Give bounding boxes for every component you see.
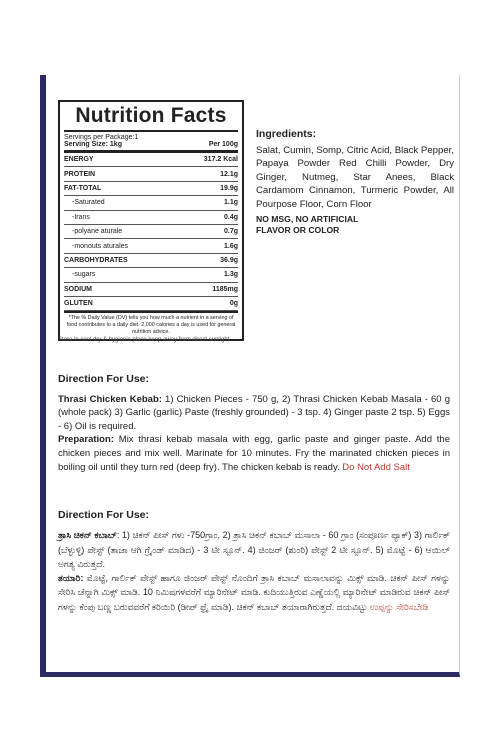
preparation-label: Preparation: (58, 434, 114, 446)
directions-heading: Direction For Use: (58, 373, 150, 385)
nutrient-row (64, 268, 238, 282)
nutrient-label: CARBOHYDRATES (64, 256, 128, 264)
storage-instructions: Store in cool dry & hygienic place keep away from direct sunlight (58, 337, 230, 343)
nutrient-row (64, 196, 238, 210)
nutrient-value: 0g (229, 300, 238, 308)
directions-english (58, 373, 450, 474)
nutrient-value: 19.9g (220, 184, 238, 192)
nutrient-value: 1.3g (223, 271, 238, 279)
nutrient-label: FAT-TOTAL (64, 184, 102, 192)
nutrient-rows (64, 153, 238, 311)
directions-kannada (58, 508, 450, 614)
steps-text-kn: : 1) ಚಿಕನ್ ಪೀಸ್ ಗಳು -750ಗ್ರಾಂ, 2) ತ್ರಾಸಿ ಚಿಕನ್ ಕಬಾಬ್ ಮಸಾಲಾ - 60 ಗ್ರಾಂ (ಸಂಪೂರ್ಣ ಪ್ಯಾಕ್) 3) ಗಾರ್ಲಿಕ್ (ಬೆಳ್ಳುಳ್ಳಿ) ಪೇಸ್ಟ್ (ತಾಜಾ ಆಗಿ ಗ್ರೈಂಡ್ ಮಾಡಿದ) - 3 ಟೀ ಸ್ಪೂನ್. 4) ಜಿಂಜರ್ (ಶುಂಠಿ) ಪೇಸ್ಟ್ 2 ಟೀ ಸ್ಪೂನ್. 5) ಮೊಟ್ಟೆ - 6) ಆಯಿಲ್ ಅಗತ್ಯ ವಿರುತ್ತದೆ. (58, 530, 450, 569)
steps-text: 1) Chicken Pieces - 750 g, 2) Thrasi Chicken Kebab Masala - 60 g (whole pack) 3) Garlic (garlic) Paste (freshly grounded) - 3 tsp. 4) Ginger paste 2 tsp. 5) Eggs - 6) Oil is required. (58, 393, 450, 432)
preparation-text: Mix thrasi kebab masala with egg, garlic paste and ginger paste. Add the chicken pieces and mix well. Marinate for 10 minutes. Fry the marinated chicken pieces in boiling oil until they turn red (deep fry). The chicken kebab is ready. (58, 434, 450, 473)
nutrition-title: Nutrition Facts (75, 104, 227, 127)
nutrient-value: 0.4g (223, 213, 238, 221)
nutrient-value: 1185mg (212, 285, 238, 293)
nutrient-value: 317.2 Kcal (203, 156, 238, 164)
product-name-kn: ತ್ರಾಸಿ ಚಿಕನ್ ಕಬಾಬ್ (58, 530, 117, 541)
nutrient-row (64, 211, 238, 225)
preparation (58, 433, 450, 474)
nutrient-row (64, 283, 238, 297)
product-name: Thrasi Chicken Kebab: (58, 393, 162, 405)
directions-heading-kn: Direction For Use: (58, 509, 150, 521)
nutrient-value: 36.9g (220, 256, 238, 264)
nutrient-label: SODIUM (64, 285, 92, 293)
nutrient-row (64, 225, 238, 239)
daily-value-footnote: *The % Daily Value (DV) tells you how much a nutrient in a serving of food contributes to a daily diet. 2,000 calories a day is used for general nutrition advice. (64, 311, 238, 336)
ingredients-text: Salat, Cumin, Somp, Citric Acid, Black Pepper, Papaya Powder Red Chilli Powder, Dry Ginger, Nutmeg, Star Anees, Black Cardamom Cinnamon, Turmeric Powder, All Pourpose Floor, Corn Floor (256, 144, 454, 210)
nutrient-label: -sugars (72, 271, 96, 279)
servings-per-package: Servings per Package:1 (64, 130, 238, 141)
no-salt-note-kn: ಉಪ್ಪನ್ನು ಸೇರಿಸಬೇಡಿ (369, 601, 429, 612)
nutrient-row (64, 167, 238, 181)
nutrition-facts-panel (58, 100, 244, 341)
per-100g-label: Per 100g (208, 141, 238, 148)
serving-size-label: Serving Size: 1kg (64, 141, 122, 148)
directions-steps-kn (58, 528, 450, 571)
nutrient-row (64, 239, 238, 253)
serving-size-row (64, 141, 238, 153)
nutrient-label: ENERGY (64, 156, 94, 164)
preparation-label-kn: ತಯಾರಿ: (58, 573, 84, 584)
nutrient-label: PROTEIN (64, 170, 96, 178)
nutrient-value: 0.7g (223, 228, 238, 236)
nutrient-row (64, 153, 238, 167)
nutrient-row (64, 254, 238, 268)
preparation-kn (58, 571, 450, 614)
nutrient-value: 1.6g (223, 242, 238, 250)
ingredients-block (256, 128, 454, 236)
nutrient-label: -polyane aturale (72, 228, 123, 236)
preparation-text-kn: ಮೊಟ್ಟೆ, ಗಾರ್ಲಿಕ್ ಪೇಸ್ಟ್ ಹಾಗೂ ಜಿಂಜರ್ ಪೇಸ್ಟ್ ನೊಂದಿಗೆ ತ್ರಾಸಿ ಕಬಾಬ್ ಮಸಾಲಾವನ್ನು ಮಿಕ್ಸ್ ಮಾಡಿ. ಚಿಕನ್ ಪೀಸ್ ಗಳನ್ನು ಸೇರಿಸಿ ಚೆನ್ನಾಗಿ ಮಿಕ್ಸ್ ಮಾಡಿ. 10 ನಿಮಿಷಗಳವರೆಗೆ ಮ್ಯಾರಿನೇಟ್ ಮಾಡಿ. ಕುದಿಯುತ್ತಿರುವ ಎಣ್ಣೆಯಲ್ಲಿ ಮ್ಯಾರಿನೇಟ್ ಮಾಡಿರುವ ಚಿಕನ್ ಪೀಸ್ ಗಳನ್ನು ಕೆಂಪು ಬಣ್ಣ ಬರುವವರೆಗೆ ಕರಿಯಿರಿ (ಡೀಪ್ ಫ್ರೈ ಮಾಡಿ). ಚಿಕನ್ ಕಬಾಬ್ ತಯಾರಾಗಿರುತ್ತದೆ. ದಯವಿಟ್ಟು (58, 573, 450, 612)
directions-steps (58, 393, 450, 434)
ingredients-title: Ingredients: (256, 128, 317, 140)
nutrient-label: -Saturated (72, 199, 105, 207)
nutrient-label: -Irans (72, 213, 90, 221)
nutrient-label: GLUTEN (64, 300, 93, 308)
no-msg-warning: NO MSG, NO ARTIFICIAL FLAVOR OR COLOR (256, 214, 359, 235)
nutrient-value: 1.1g (223, 199, 238, 207)
nutrient-label: -monouts aturales (72, 242, 129, 250)
nutrient-value: 12.1g (220, 170, 238, 178)
nutrient-row (64, 297, 238, 311)
no-salt-note: Do Not Add Salt (342, 461, 410, 473)
nutrient-row (64, 182, 238, 196)
